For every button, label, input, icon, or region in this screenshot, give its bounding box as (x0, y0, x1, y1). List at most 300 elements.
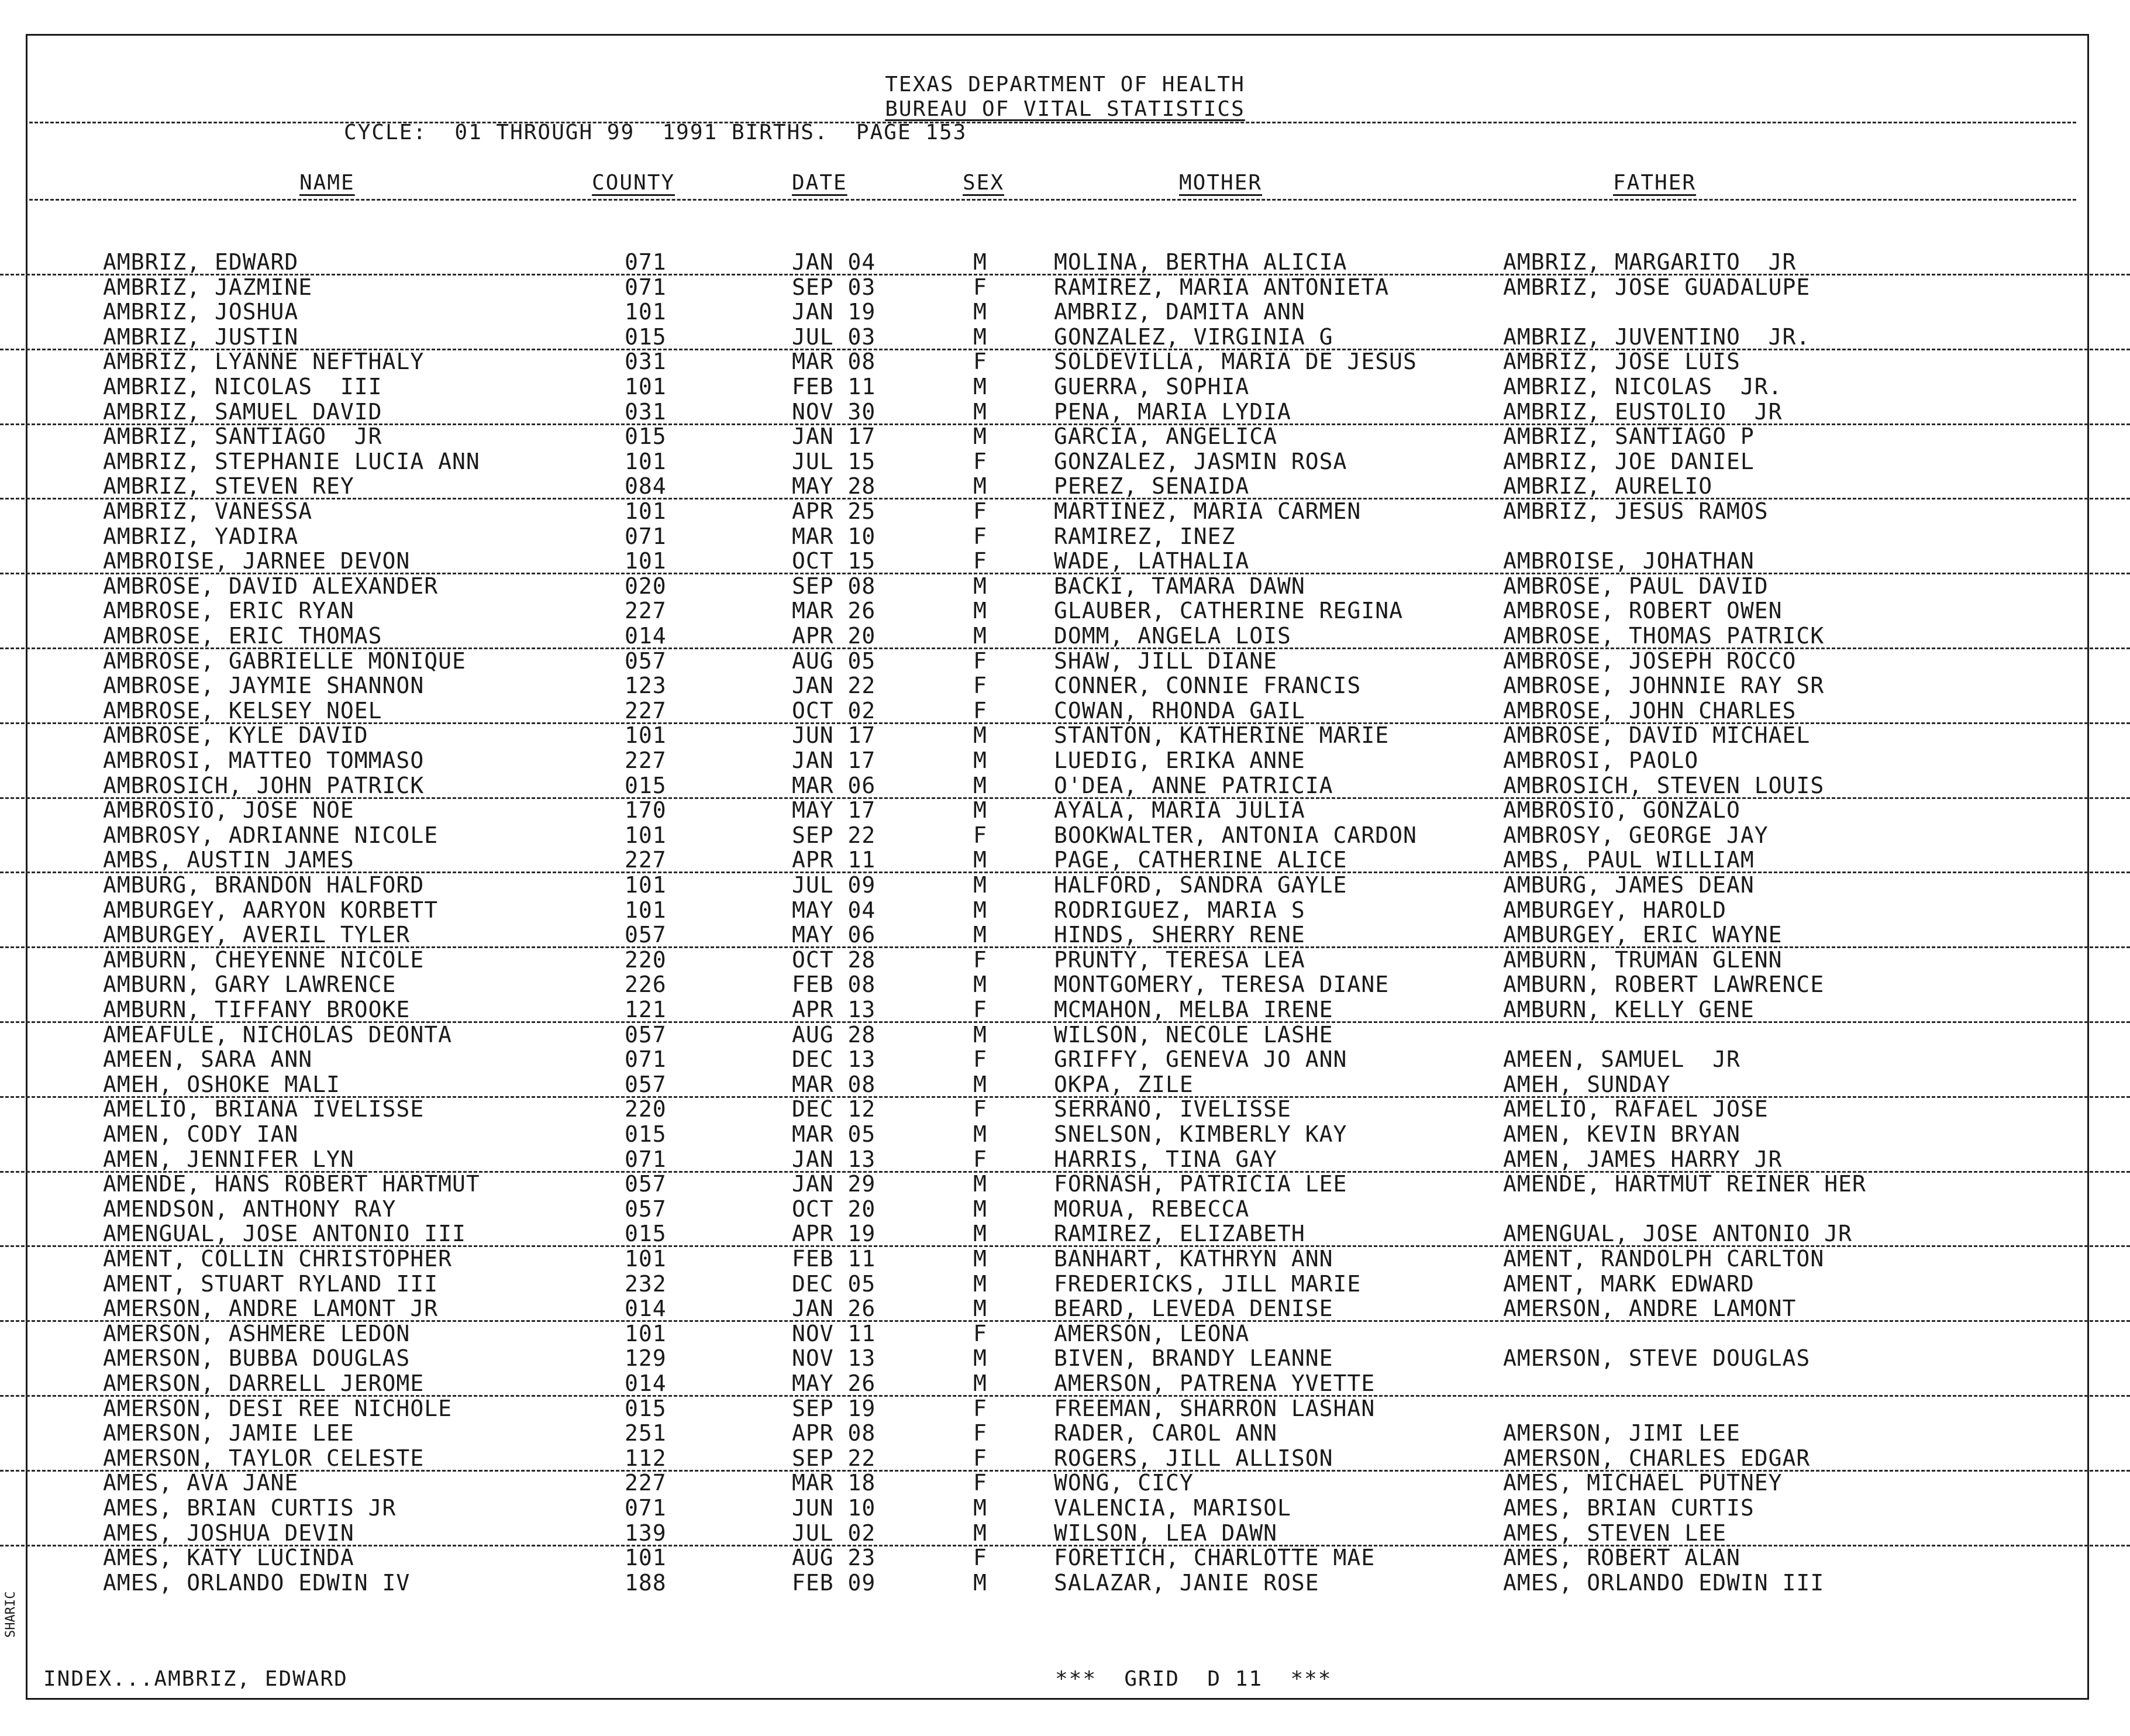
cell-mother: FORETICH, CHARLOTTE MAE (1054, 1545, 1376, 1570)
cell-county: 101 (625, 299, 667, 325)
cell-mother: FREEMAN, SHARRON LASHAN (1054, 1396, 1376, 1421)
cell-county: 101 (625, 449, 667, 474)
cell-mother: COWAN, RHONDA GAIL (1054, 698, 1305, 724)
cell-date: JAN 26 (792, 1296, 876, 1321)
cell-mother: MARTINEZ, MARIA CARMEN (1054, 498, 1362, 524)
cell-name: AMENDSON, ANTHONY RAY (103, 1196, 397, 1222)
cell-name: AMEN, CODY IAN (103, 1121, 299, 1147)
cell-sex: M (973, 1570, 987, 1596)
cell-name: AMEAFULE, NICHOLAS DEONTA (103, 1022, 452, 1048)
cell-sex: M (973, 1520, 987, 1546)
cell-county: 020 (625, 573, 667, 599)
table-row (0, 324, 2130, 350)
table-row (0, 1072, 2130, 1098)
cell-mother: DOMM, ANGELA LOIS (1054, 623, 1291, 649)
cell-name: AMBRIZ, JAZMINE (103, 274, 313, 300)
cell-name: AMBRIZ, LYANNE NEFTHALY (103, 349, 425, 374)
cell-name: AMERSON, BUBBA DOUGLAS (103, 1345, 411, 1371)
cell-sex: F (973, 997, 987, 1022)
cell-sex: F (973, 1545, 987, 1570)
cell-sex: M (973, 773, 987, 798)
cell-mother: AMBRIZ, DAMITA ANN (1054, 299, 1305, 325)
cell-date: APR 25 (792, 498, 876, 524)
cell-sex: M (973, 1221, 987, 1246)
table-row (0, 399, 2130, 425)
footer-index: INDEX...AMBRIZ, EDWARD (43, 1667, 348, 1691)
cell-date: SEP 19 (792, 1396, 876, 1421)
cell-date: OCT 20 (792, 1196, 876, 1222)
cell-date: MAR 26 (792, 598, 876, 624)
cell-name: AMENDE, HANS ROBERT HARTMUT (103, 1171, 480, 1197)
cell-father: AMBRIZ, JUVENTINO JR. (1503, 324, 1811, 350)
table-row (0, 299, 2130, 323)
cell-name: AMENT, COLLIN CHRISTOPHER (103, 1246, 452, 1272)
cell-mother: STANTON, KATHERINE MARIE (1054, 722, 1390, 748)
cell-mother: GUERRA, SOPHIA (1054, 374, 1250, 399)
cell-father: AMBRIZ, JOSE GUADALUPE (1503, 274, 1811, 300)
cell-name: AMENT, STUART RYLAND III (103, 1271, 439, 1297)
table-row (0, 1470, 2130, 1494)
cell-name: AMENGUAL, JOSE ANTONIO III (103, 1221, 466, 1246)
cell-sex: M (973, 897, 987, 923)
cell-date: JAN 17 (792, 423, 876, 449)
cell-sex: M (973, 1296, 987, 1321)
table-row (0, 1321, 2130, 1345)
cell-father: AMBROSE, PAUL DAVID (1503, 573, 1769, 599)
cell-name: AMBROSE, DAVID ALEXANDER (103, 573, 439, 599)
cell-father: AMBROSI, PAOLO (1503, 748, 1699, 773)
cell-mother: FORNASH, PATRICIA LEE (1054, 1171, 1347, 1197)
cell-county: 170 (625, 797, 667, 823)
cell-mother: ROGERS, JILL ALLISON (1054, 1445, 1333, 1471)
col-header-date: DATE (792, 171, 847, 195)
table-row (0, 947, 2130, 972)
cell-sex: F (973, 1096, 987, 1122)
table-row (0, 349, 2130, 373)
cell-mother: BOOKWALTER, ANTONIA CARDON (1054, 822, 1417, 848)
table-row (0, 1121, 2130, 1146)
col-header-father: FATHER (1613, 171, 1697, 195)
table-row (0, 797, 2130, 822)
cell-name: AMBS, AUSTIN JAMES (103, 847, 354, 873)
cell-mother: O'DEA, ANNE PATRICIA (1054, 773, 1333, 798)
cell-county: 121 (625, 997, 667, 1022)
cell-county: 251 (625, 1420, 667, 1446)
cell-sex: M (973, 748, 987, 773)
cell-date: JAN 22 (792, 673, 876, 698)
cell-date: SEP 03 (792, 274, 876, 300)
cell-sex: F (973, 648, 987, 674)
cell-county: 015 (625, 423, 667, 449)
table-row (0, 1221, 2130, 1247)
cell-county: 101 (625, 1321, 667, 1346)
cell-county: 057 (625, 1022, 667, 1048)
table-row (0, 1096, 2130, 1121)
cell-county: 071 (625, 523, 667, 549)
cell-county: 015 (625, 1221, 667, 1246)
cell-name: AMBRIZ, SANTIAGO JR (103, 423, 382, 449)
cell-county: 227 (625, 748, 667, 773)
table-row (0, 972, 2130, 996)
col-header-county: COUNTY (592, 171, 675, 195)
cell-father: AMENDE, HARTMUT REINER HER (1503, 1171, 1866, 1197)
cell-date: APR 11 (792, 847, 876, 873)
cell-mother: MORUA, REBECCA (1054, 1196, 1250, 1222)
cell-sex: F (973, 1445, 987, 1471)
cell-county: 057 (625, 648, 667, 674)
cell-mother: WILSON, LEA DAWN (1054, 1520, 1278, 1546)
cell-sex: M (973, 1271, 987, 1297)
cell-county: 101 (625, 374, 667, 399)
cell-county: 057 (625, 1196, 667, 1222)
cell-county: 227 (625, 847, 667, 873)
table-row (0, 274, 2130, 299)
header-rule-top (29, 122, 2076, 123)
cell-father: AMBROSIO, GONZALO (1503, 797, 1740, 823)
cell-father: AMEH, SUNDAY (1503, 1072, 1671, 1097)
cell-mother: WADE, LATHALIA (1054, 548, 1250, 574)
cell-mother: AMERSON, LEONA (1054, 1321, 1250, 1346)
cell-mother: VALENCIA, MARISOL (1054, 1495, 1291, 1521)
cell-sex: F (973, 1396, 987, 1421)
cell-sex: M (973, 972, 987, 997)
cell-sex: F (973, 523, 987, 549)
cell-date: JAN 13 (792, 1146, 876, 1172)
cell-mother: HALFORD, SANDRA GAYLE (1054, 872, 1347, 898)
cell-mother: PRUNTY, TERESA LEA (1054, 947, 1305, 973)
cell-father: AMBROSE, JOHNNIE RAY SR (1503, 673, 1825, 698)
table-row (0, 1420, 2130, 1445)
cell-father: AMERSON, CHARLES EDGAR (1503, 1445, 1811, 1471)
cell-name: AMBURG, BRANDON HALFORD (103, 872, 425, 898)
cell-sex: M (973, 1495, 987, 1521)
cell-mother: RAMIREZ, MARIA ANTONIETA (1054, 274, 1390, 300)
cell-date: MAY 28 (792, 473, 876, 499)
cell-mother: MONTGOMERY, TERESA DIANE (1054, 972, 1390, 997)
cell-county: 101 (625, 498, 667, 524)
cell-date: JUN 10 (792, 1495, 876, 1521)
cell-sex: M (973, 1121, 987, 1147)
cell-date: DEC 05 (792, 1271, 876, 1297)
cell-name: AMEH, OSHOKE MALI (103, 1072, 340, 1097)
cell-county: 220 (625, 1096, 667, 1122)
cell-date: FEB 08 (792, 972, 876, 997)
cell-mother: RAMIREZ, ELIZABETH (1054, 1221, 1305, 1246)
cell-county: 227 (625, 598, 667, 624)
cell-date: MAR 05 (792, 1121, 876, 1147)
cell-father: AMES, BRIAN CURTIS (1503, 1495, 1755, 1521)
cell-date: JAN 17 (792, 748, 876, 773)
cell-name: AMERSON, TAYLOR CELESTE (103, 1445, 425, 1471)
cell-sex: F (973, 822, 987, 848)
cell-name: AMES, KATY LUCINDA (103, 1545, 354, 1570)
cell-county: 129 (625, 1345, 667, 1371)
cell-sex: M (973, 1072, 987, 1097)
cell-county: 031 (625, 349, 667, 374)
cell-mother: GONZALEZ, JASMIN ROSA (1054, 449, 1347, 474)
cell-date: FEB 09 (792, 1570, 876, 1596)
cell-name: AMBRIZ, NICOLAS III (103, 374, 382, 399)
cell-date: NOV 13 (792, 1345, 876, 1371)
cell-sex: M (973, 598, 987, 624)
cell-county: 112 (625, 1445, 667, 1471)
cell-date: JUN 17 (792, 722, 876, 748)
cell-county: 101 (625, 722, 667, 748)
cell-date: JUL 15 (792, 449, 876, 474)
cell-county: 015 (625, 324, 667, 350)
cell-date: JUL 09 (792, 872, 876, 898)
cell-name: AMBROSY, ADRIANNE NICOLE (103, 822, 439, 848)
table-row (0, 997, 2130, 1023)
cell-name: AMEN, JENNIFER LYN (103, 1146, 354, 1172)
cell-father: AMELIO, RAFAEL JOSE (1503, 1096, 1769, 1122)
cell-name: AMBURN, CHEYENNE NICOLE (103, 947, 425, 973)
footer-grid: *** GRID D 11 *** (1055, 1667, 1332, 1691)
table-row (0, 423, 2130, 448)
cell-county: 101 (625, 1246, 667, 1272)
cell-county: 071 (625, 1495, 667, 1521)
cell-sex: M (973, 872, 987, 898)
cell-name: AMBRIZ, EDWARD (103, 249, 299, 275)
cell-name: AMES, AVA JANE (103, 1470, 299, 1496)
cell-county: 101 (625, 822, 667, 848)
cell-sex: F (973, 548, 987, 574)
cell-county: 014 (625, 1296, 667, 1321)
cell-name: AMERSON, DARRELL JEROME (103, 1370, 425, 1396)
table-row (0, 598, 2130, 622)
table-row (0, 648, 2130, 673)
cell-father: AMENGUAL, JOSE ANTONIO JR (1503, 1221, 1852, 1246)
col-header-sex: SEX (963, 171, 1005, 195)
cell-date: FEB 11 (792, 1246, 876, 1272)
cell-father: AMERSON, ANDRE LAMONT (1503, 1296, 1797, 1321)
cell-county: 220 (625, 947, 667, 973)
cell-mother: WILSON, NECOLE LASHE (1054, 1022, 1333, 1048)
cell-county: 031 (625, 399, 667, 425)
cell-name: AMELIO, BRIANA IVELISSE (103, 1096, 425, 1122)
cell-mother: PEREZ, SENAIDA (1054, 473, 1250, 499)
cell-county: 015 (625, 1396, 667, 1421)
cell-sex: M (973, 473, 987, 499)
cell-county: 101 (625, 897, 667, 923)
agency-title: TEXAS DEPARTMENT OF HEALTH (885, 73, 1245, 97)
table-row (0, 1345, 2130, 1370)
cell-father: AMES, STEVEN LEE (1503, 1520, 1727, 1546)
cell-father: AMBROSE, DAVID MICHAEL (1503, 722, 1811, 748)
cell-father: AMBROISE, JOHATHAN (1503, 548, 1755, 574)
cell-date: MAY 26 (792, 1370, 876, 1396)
cell-sex: M (973, 922, 987, 948)
table-row (0, 449, 2130, 473)
cell-sex: F (973, 498, 987, 524)
cell-sex: M (973, 797, 987, 823)
cell-father: AMBURN, ROBERT LAWRENCE (1503, 972, 1825, 997)
cell-date: MAY 04 (792, 897, 876, 923)
cell-name: AMBRIZ, VANESSA (103, 498, 313, 524)
table-row (0, 1196, 2130, 1221)
cell-county: 071 (625, 249, 667, 275)
table-row (0, 1296, 2130, 1322)
cell-mother: BANHART, KATHRYN ANN (1054, 1246, 1333, 1272)
cell-date: NOV 11 (792, 1321, 876, 1346)
cell-sex: M (973, 1196, 987, 1222)
cell-name: AMERSON, DESI REE NICHOLE (103, 1396, 452, 1421)
cell-date: OCT 28 (792, 947, 876, 973)
cell-mother: FREDERICKS, JILL MARIE (1054, 1271, 1362, 1297)
table-row (0, 773, 2130, 799)
table-row (0, 573, 2130, 598)
cell-sex: F (973, 274, 987, 300)
cell-father: AMEN, KEVIN BRYAN (1503, 1121, 1740, 1147)
cell-name: AMBROSI, MATTEO TOMMASO (103, 748, 425, 773)
cell-date: SEP 22 (792, 822, 876, 848)
cell-father: AMERSON, STEVE DOUGLAS (1503, 1345, 1811, 1371)
cell-mother: PENA, MARIA LYDIA (1054, 399, 1291, 425)
cell-county: 071 (625, 274, 667, 300)
cell-mother: AYALA, MARIA JULIA (1054, 797, 1305, 823)
cell-mother: RAMIREZ, INEZ (1054, 523, 1236, 549)
cell-name: AMBURGEY, AARYON KORBETT (103, 897, 439, 923)
cell-sex: F (973, 1046, 987, 1072)
cell-date: JAN 04 (792, 249, 876, 275)
cell-county: 101 (625, 872, 667, 898)
cell-sex: F (973, 1470, 987, 1496)
cell-date: MAY 06 (792, 922, 876, 948)
cell-mother: CONNER, CONNIE FRANCIS (1054, 673, 1362, 698)
cell-sex: M (973, 399, 987, 425)
cell-father: AMES, ORLANDO EDWIN III (1503, 1570, 1825, 1596)
cell-sex: F (973, 1146, 987, 1172)
cell-sex: F (973, 698, 987, 724)
cell-name: AMERSON, ANDRE LAMONT JR (103, 1296, 439, 1321)
cell-name: AMES, ORLANDO EDWIN IV (103, 1570, 411, 1596)
cell-date: OCT 02 (792, 698, 876, 724)
cell-name: AMBROSE, GABRIELLE MONIQUE (103, 648, 466, 674)
cell-mother: GARCIA, ANGELICA (1054, 423, 1278, 449)
cell-date: JAN 19 (792, 299, 876, 325)
cell-mother: BIVEN, BRANDY LEANNE (1054, 1345, 1333, 1371)
cell-date: JAN 29 (792, 1171, 876, 1197)
cell-date: NOV 30 (792, 399, 876, 425)
cell-sex: M (973, 623, 987, 649)
cell-father: AMBROSE, JOHN CHARLES (1503, 698, 1797, 724)
cell-sex: F (973, 449, 987, 474)
col-header-name: NAME (299, 171, 355, 195)
cell-father: AMBRIZ, SANTIAGO P (1503, 423, 1755, 449)
cell-sex: M (973, 299, 987, 325)
cell-date: MAY 17 (792, 797, 876, 823)
cell-mother: MCMAHON, MELBA IRENE (1054, 997, 1333, 1022)
cell-county: 015 (625, 1121, 667, 1147)
cell-county: 015 (625, 773, 667, 798)
cell-sex: M (973, 1345, 987, 1371)
cell-sex: M (973, 1022, 987, 1048)
cell-county: 101 (625, 1545, 667, 1570)
cell-mother: SOLDEVILLA, MARIA DE JESUS (1054, 349, 1417, 374)
table-row (0, 872, 2130, 897)
cell-name: AMBROSE, KELSEY NOEL (103, 698, 382, 724)
cell-mother: BEARD, LEVEDA DENISE (1054, 1296, 1333, 1321)
table-row (0, 249, 2130, 275)
cell-name: AMBRIZ, STEPHANIE LUCIA ANN (103, 449, 480, 474)
table-row (0, 748, 2130, 772)
cell-county: 057 (625, 1171, 667, 1197)
cell-sex: M (973, 1370, 987, 1396)
cell-sex: M (973, 1246, 987, 1272)
side-label: SHARIC (4, 1591, 18, 1638)
table-row (0, 1570, 2130, 1594)
cell-name: AMEEN, SARA ANN (103, 1046, 313, 1072)
cell-father: AMBRIZ, JOSE LUIS (1503, 349, 1740, 374)
cell-date: AUG 23 (792, 1545, 876, 1570)
cell-mother: SHAW, JILL DIANE (1054, 648, 1278, 674)
cell-father: AMES, ROBERT ALAN (1503, 1545, 1740, 1570)
cell-county: 227 (625, 1470, 667, 1496)
cell-father: AMBRIZ, NICOLAS JR. (1503, 374, 1783, 399)
cell-county: 227 (625, 698, 667, 724)
cell-mother: AMERSON, PATRENA YVETTE (1054, 1370, 1376, 1396)
cell-father: AMEN, JAMES HARRY JR (1503, 1146, 1783, 1172)
cell-name: AMBRIZ, STEVEN REY (103, 473, 354, 499)
cell-sex: M (973, 374, 987, 399)
table-row (0, 1495, 2130, 1520)
cell-name: AMBROSE, JAYMIE SHANNON (103, 673, 425, 698)
cell-date: APR 19 (792, 1221, 876, 1246)
cell-name: AMBROISE, JARNEE DEVON (103, 548, 411, 574)
cell-date: JUL 02 (792, 1520, 876, 1546)
cell-father: AMBURGEY, ERIC WAYNE (1503, 922, 1783, 948)
cell-name: AMES, BRIAN CURTIS JR (103, 1495, 397, 1521)
cell-county: 101 (625, 548, 667, 574)
cell-mother: SALAZAR, JANIE ROSE (1054, 1570, 1319, 1596)
table-row (0, 1246, 2130, 1270)
cell-county: 226 (625, 972, 667, 997)
cell-county: 014 (625, 623, 667, 649)
cell-father: AMBRIZ, JESUS RAMOS (1503, 498, 1769, 524)
cell-father: AMBROSY, GEORGE JAY (1503, 822, 1769, 848)
table-row (0, 374, 2130, 398)
cell-date: MAR 10 (792, 523, 876, 549)
table-row (0, 822, 2130, 847)
cell-father: AMENT, RANDOLPH CARLTON (1503, 1246, 1825, 1272)
col-header-mother: MOTHER (1179, 171, 1263, 195)
cell-mother: LUEDIG, ERIKA ANNE (1054, 748, 1305, 773)
table-row (0, 523, 2130, 548)
cell-sex: F (973, 1420, 987, 1446)
cell-name: AMBURN, TIFFANY BROOKE (103, 997, 411, 1022)
cell-county: 123 (625, 673, 667, 698)
cell-name: AMERSON, JAMIE LEE (103, 1420, 354, 1446)
cell-date: DEC 12 (792, 1096, 876, 1122)
cell-name: AMBROSICH, JOHN PATRICK (103, 773, 425, 798)
cell-name: AMBRIZ, SAMUEL DAVID (103, 399, 382, 425)
cell-father: AMBROSICH, STEVEN LOUIS (1503, 773, 1825, 798)
cell-mother: OKPA, ZILE (1054, 1072, 1194, 1097)
cell-date: AUG 28 (792, 1022, 876, 1048)
table-row (0, 673, 2130, 697)
cell-county: 071 (625, 1046, 667, 1072)
table-row (0, 1271, 2130, 1296)
cell-father: AMBROSE, ROBERT OWEN (1503, 598, 1783, 624)
cell-name: AMBURGEY, AVERIL TYLER (103, 922, 411, 948)
cell-mother: BACKI, TAMARA DAWN (1054, 573, 1305, 599)
cell-name: AMBURN, GARY LAWRENCE (103, 972, 397, 997)
cell-county: 071 (625, 1146, 667, 1172)
cell-date: SEP 08 (792, 573, 876, 599)
cell-county: 014 (625, 1370, 667, 1396)
table-row (0, 623, 2130, 649)
table-row (0, 1370, 2130, 1397)
